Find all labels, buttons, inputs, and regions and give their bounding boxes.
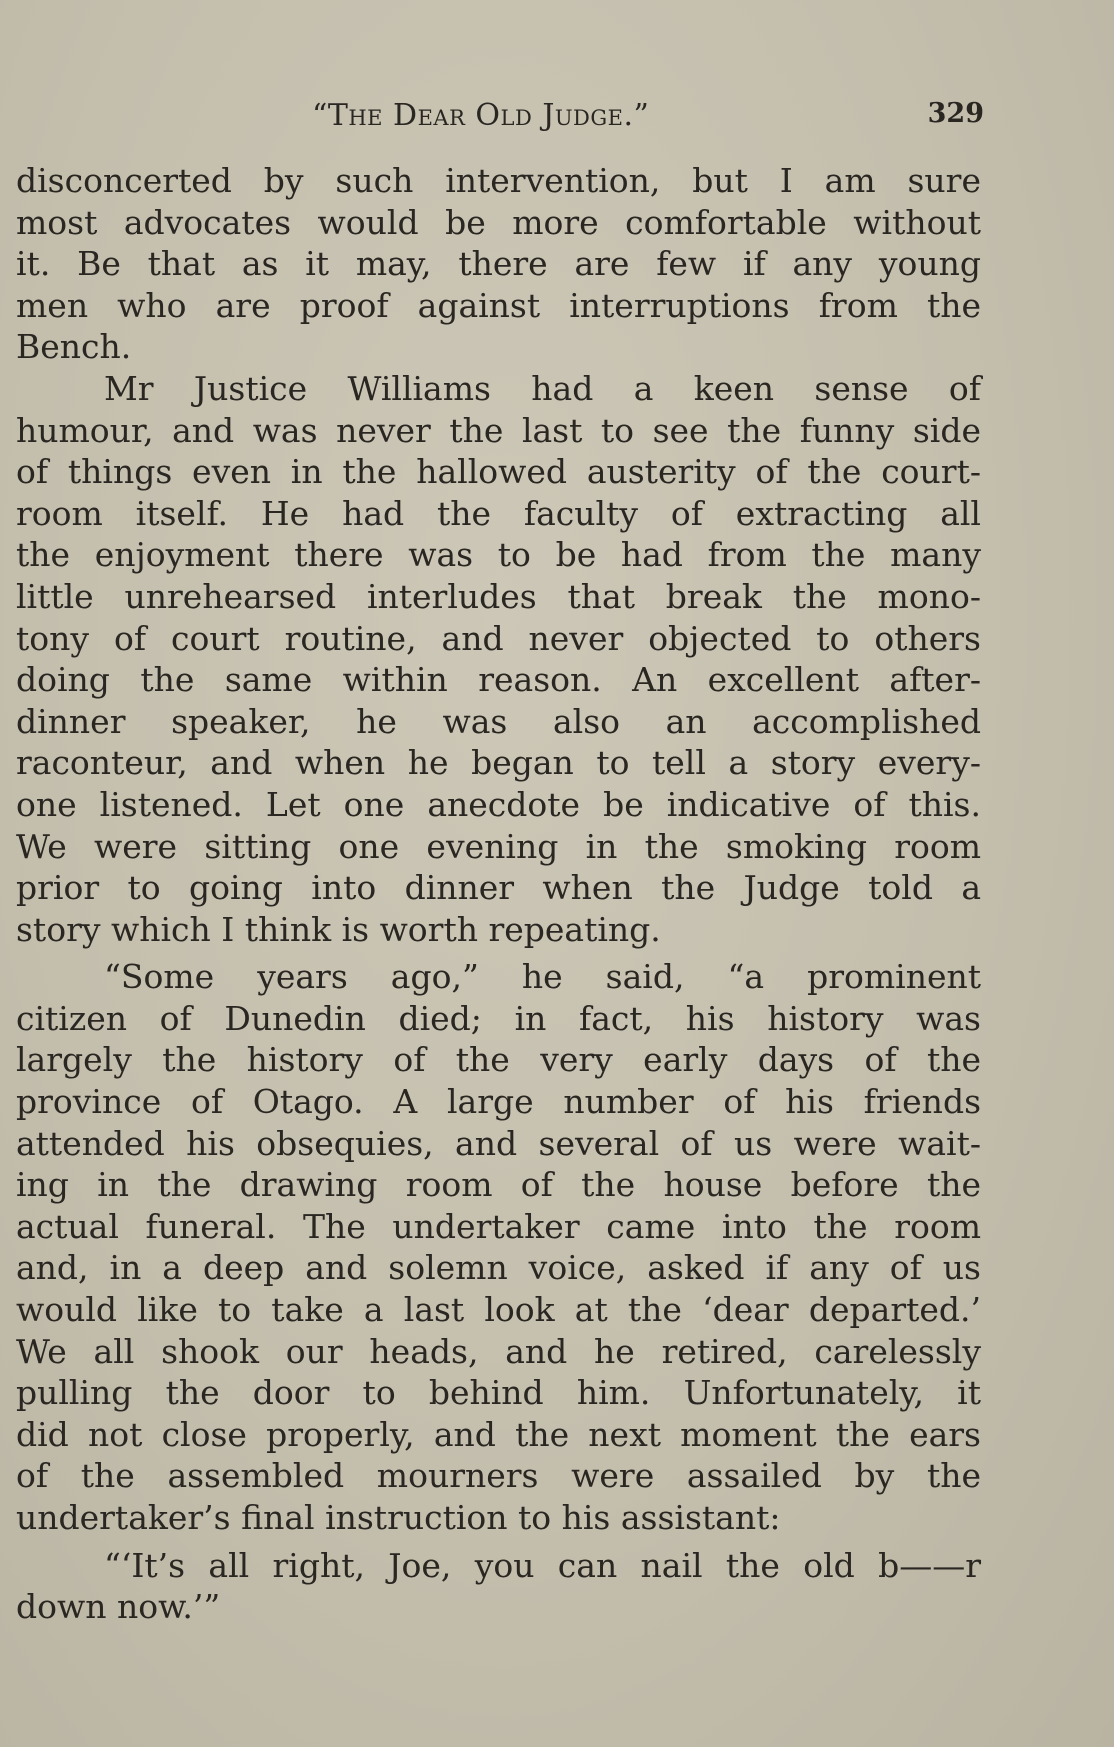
text-line: prior to going into dinner when the Judge told a bbox=[16, 868, 981, 908]
text-line: would like to take a last look at the ‘dear departed.’ bbox=[16, 1290, 981, 1330]
text-line: pulling the door to behind him. Unfortunately, it bbox=[16, 1373, 981, 1413]
text-line: disconcerted by such intervention, but I am sure bbox=[16, 161, 981, 200]
text-line: Mr Justice Williams had a keen sense of bbox=[104, 368, 981, 408]
text-line: down now.’” bbox=[16, 1587, 221, 1627]
page-number: 329 bbox=[927, 98, 984, 129]
text-line: We were sitting one evening in the smoking room bbox=[16, 826, 981, 866]
text-line: “Some years ago,” he said, “a prominent bbox=[104, 957, 981, 997]
text-line: humour, and was never the last to see the funny side bbox=[16, 410, 981, 450]
text-line: We all shook our heads, and he retired, carelessly bbox=[16, 1331, 981, 1371]
text-line: room itself. He had the faculty of extracting all bbox=[16, 493, 981, 533]
running-title: “The Dear Old Judge.” bbox=[312, 98, 650, 133]
text-line: undertaker’s final instruction to his assistant: bbox=[16, 1498, 781, 1537]
text-line: most advocates would be more comfortable without bbox=[16, 202, 981, 242]
text-line: men who are proof against interruptions from the bbox=[16, 285, 981, 325]
text-line: did not close properly, and the next moment the ears bbox=[16, 1414, 981, 1454]
text-line: ing in the drawing room of the house before the bbox=[16, 1165, 981, 1205]
text-line: province of Otago. A large number of his friends bbox=[16, 1082, 981, 1122]
text-line: of the assembled mourners were assailed by the bbox=[16, 1456, 981, 1496]
text-line: and, in a deep and solemn voice, asked if any of us bbox=[16, 1248, 981, 1288]
text-line: actual funeral. The undertaker came into the room bbox=[16, 1206, 981, 1246]
page-header bbox=[0, 98, 1114, 138]
text-line: story which I think is worth repeating. bbox=[16, 909, 661, 949]
text-line: little unrehearsed interludes that break the mono- bbox=[16, 576, 981, 616]
text-line: the enjoyment there was to be had from the many bbox=[16, 535, 981, 575]
text-line: Bench. bbox=[16, 327, 132, 367]
text-line: one listened. Let one anecdote be indicative of this. bbox=[16, 784, 981, 824]
text-line: tony of court routine, and never objected to others bbox=[16, 618, 981, 658]
text-line: largely the history of the very early days of the bbox=[16, 1040, 981, 1080]
text-line: citizen of Dunedin died; in fact, his history was bbox=[16, 998, 981, 1038]
text-line: attended his obsequies, and several of us were wait- bbox=[16, 1123, 981, 1163]
text-line: doing the same within reason. An excellent after- bbox=[16, 660, 981, 700]
text-line: raconteur, and when he began to tell a story every- bbox=[16, 743, 981, 783]
text-line: “‘It’s all right, Joe, you can nail the old b——r bbox=[104, 1545, 981, 1585]
text-line: dinner speaker, he was also an accomplished bbox=[16, 701, 981, 741]
text-line: it. Be that as it may, there are few if any young bbox=[16, 244, 981, 284]
text-line: of things even in the hallowed austerity of the court- bbox=[16, 452, 981, 492]
body-text bbox=[16, 160, 981, 1628]
